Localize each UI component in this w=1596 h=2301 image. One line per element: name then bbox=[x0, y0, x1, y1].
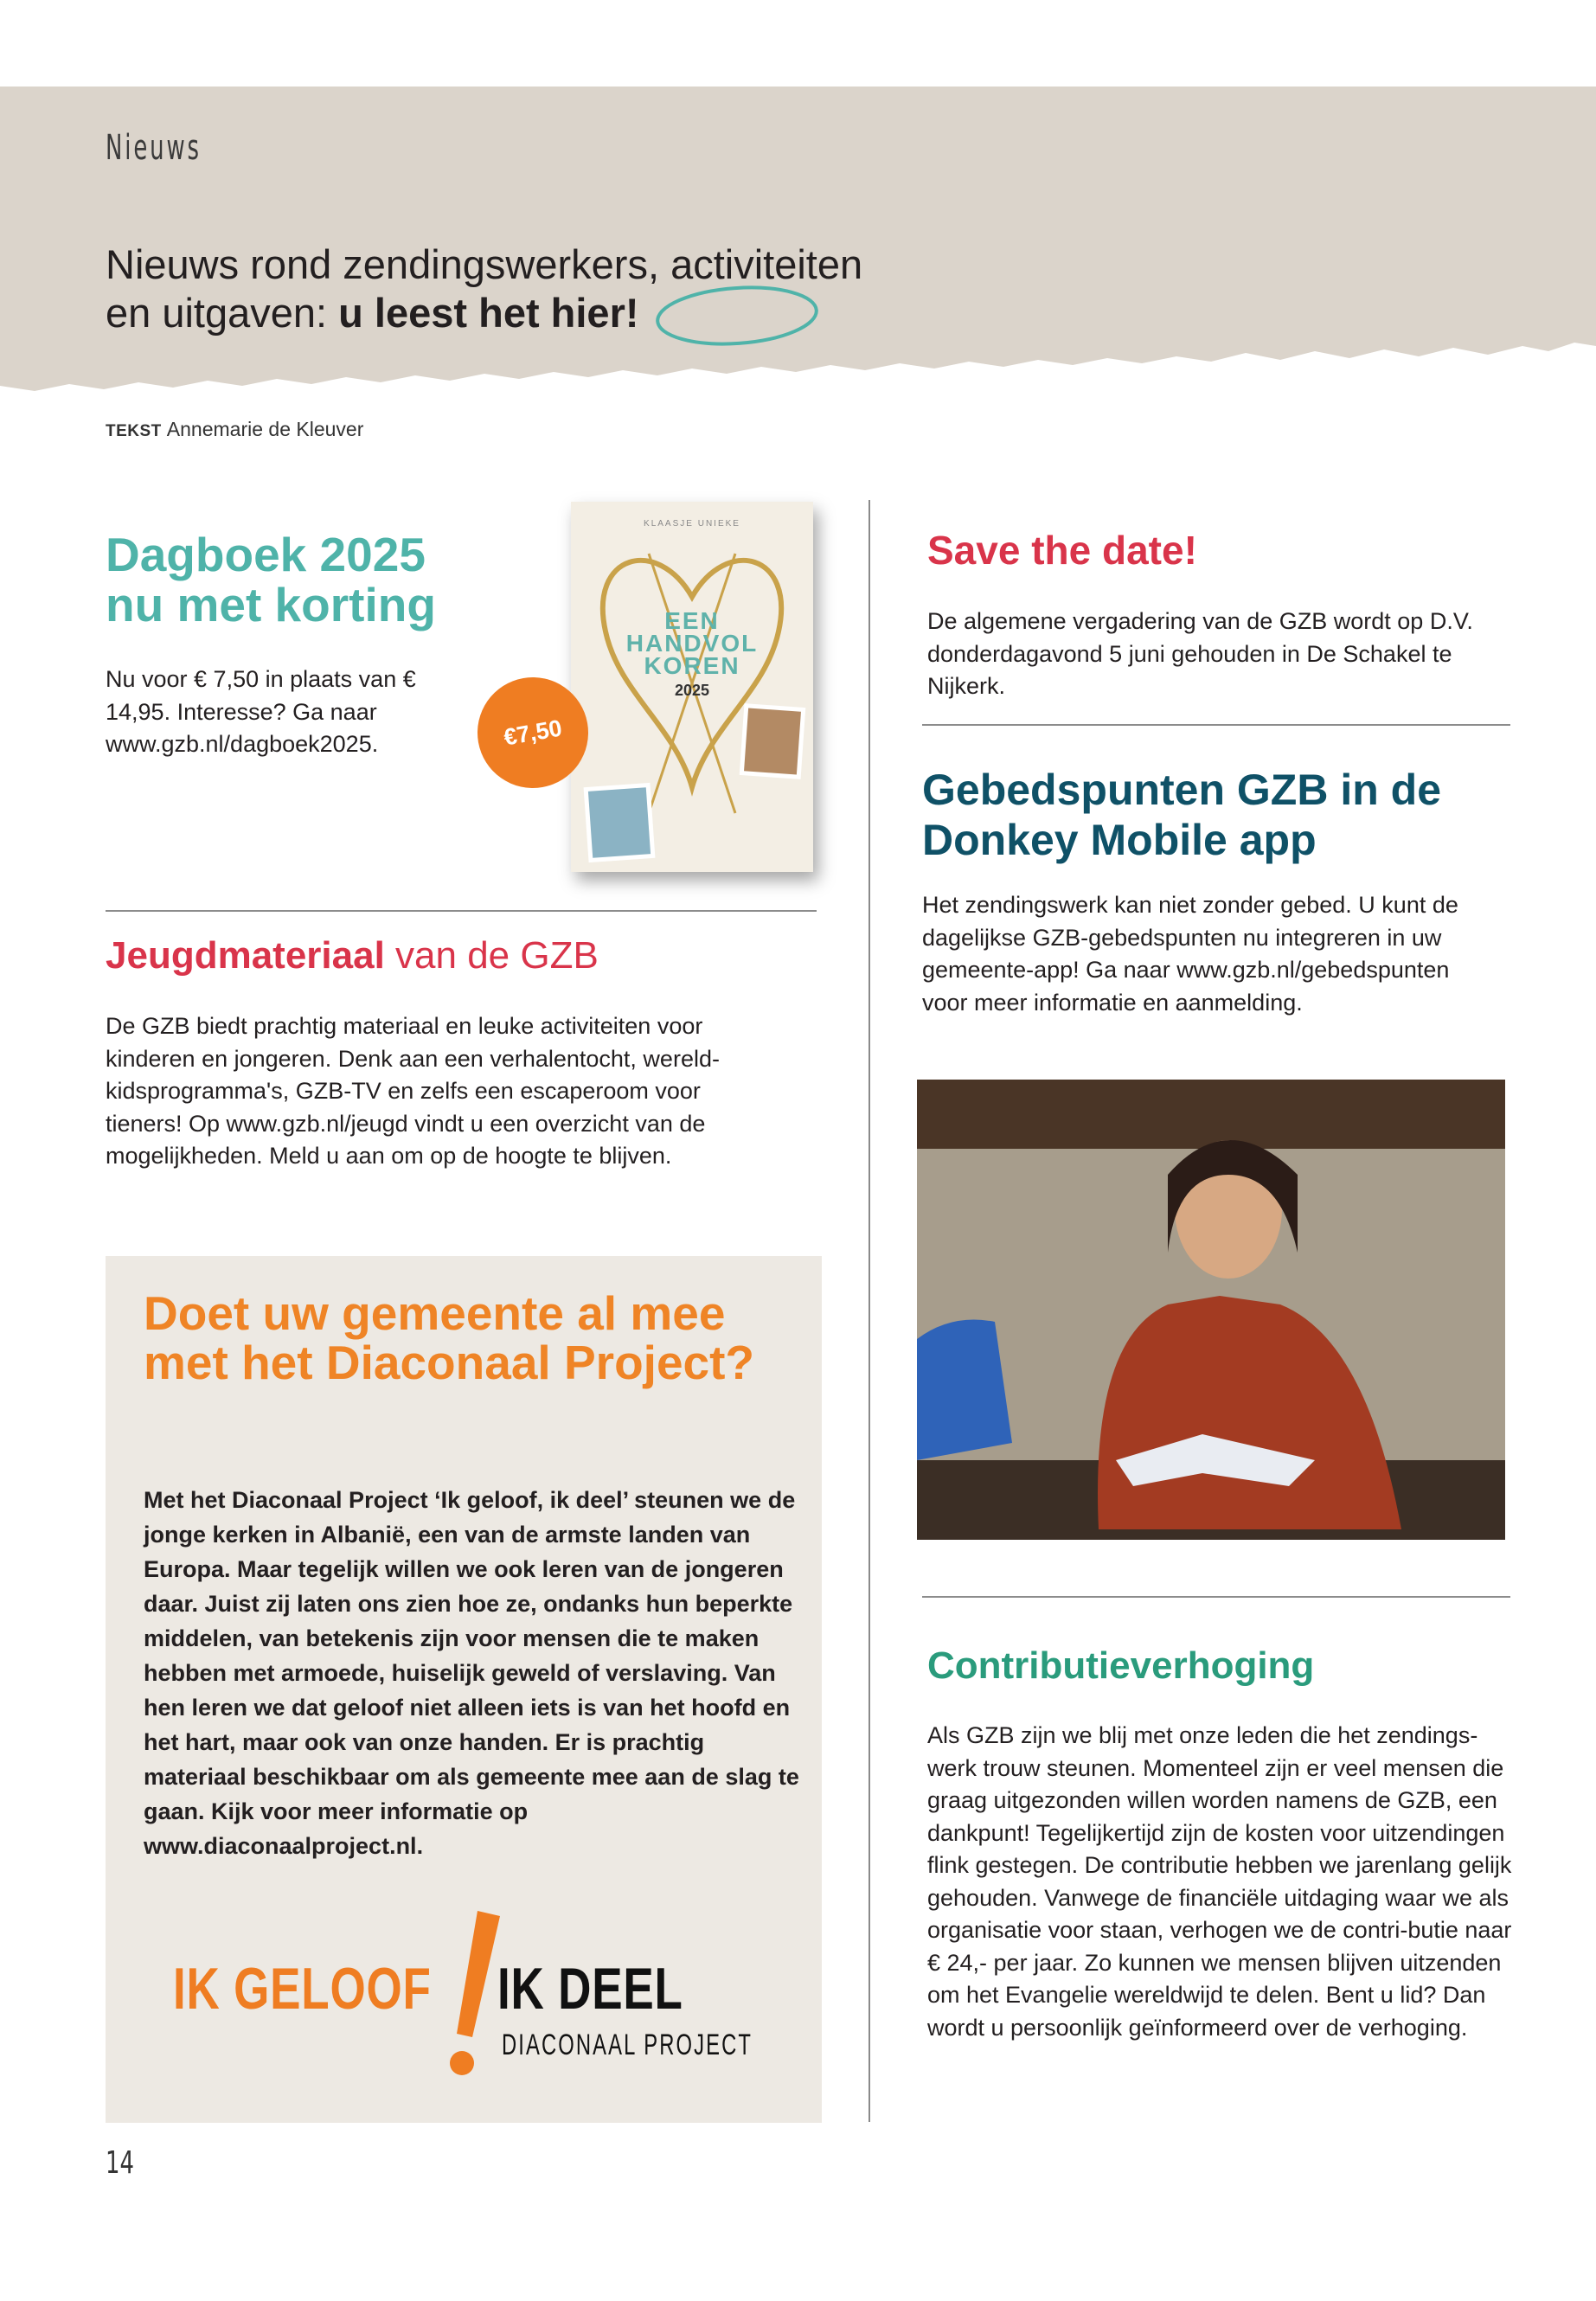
book-title-line-2: HANDVOL bbox=[625, 630, 759, 657]
gebedspunten-title: Gebedspunten GZB in de Donkey Mobile app bbox=[922, 766, 1442, 864]
jeugd-title bbox=[106, 934, 599, 977]
jeugd-title-light: van de GZB bbox=[384, 934, 599, 977]
book-title bbox=[571, 607, 813, 679]
dagboek-text: Nu voor € 7,50 in plaats van € 14,95. Interesse? Ga naar www.gzb.nl/dagboek2025. bbox=[106, 666, 416, 757]
book-title-line-3: KOREN bbox=[644, 652, 740, 679]
dagboek-title bbox=[106, 529, 555, 630]
page-number: 14 bbox=[106, 2145, 134, 2181]
contributie-title: Contributieverhoging bbox=[927, 1644, 1315, 1687]
contributie-text: Als GZB zijn we blij met onze leden die het zendings-werk trouw steunen. Momenteel zijn er veel mensen die graag uitgezonden willen worden namens de GZB, een dankpunt! Tegelijkertijd zijn de kosten voor uitzendingen flink gestegen. De contributie hebben we jarenlang gelijk gehouden. Vanwege de financiële uitdaging waar we als organisatie voor staan, verhogen we de contri-butie naar € 24,- per jaar. Zo kunnen we mensen blijven uitzenden om het Evangelie wereldwijd te delen. Bent u lid? Dan wordt u persoonlijk geïnformeerd over de verhoging. bbox=[927, 1722, 1512, 2041]
jeugd-title-bold: Jeugdmateriaal bbox=[106, 934, 385, 977]
highlight-ring-icon bbox=[651, 281, 824, 350]
save-the-date-text: De algemene vergadering van de GZB wordt op D.V. donderdagavond 5 juni gehouden in De Schakel te Nijkerk. bbox=[927, 608, 1473, 699]
diaconaal-title: Doet uw gemeente al mee met het Diaconaal Project? bbox=[144, 1286, 755, 1389]
column-divider bbox=[869, 500, 870, 2122]
dagboek-title-line-2: nu met korting bbox=[106, 578, 436, 631]
price-badge: €7,50 bbox=[469, 669, 597, 797]
section-label: Nieuws bbox=[106, 128, 202, 168]
dagboek-title-line-1: Dagboek 2025 bbox=[106, 528, 426, 581]
save-the-date-title: Save the date! bbox=[927, 528, 1197, 573]
divider-right-2 bbox=[922, 1596, 1510, 1598]
logo-sub: DIACONAAL PROJECT bbox=[502, 2029, 753, 2061]
book-author: KLAASJE UNIEKE bbox=[644, 519, 740, 529]
exclamation-mark-icon bbox=[443, 1907, 503, 2080]
jeugd-text: De GZB biedt prachtig materiaal en leuke activiteiten voor kinderen en jongeren. Denk aan een verhalentocht, wereld-kidsprogramma's, GZB-TV en zelfs een escaperoom voor tieners! Op www.gzb.nl/jeugd vindt u een overzicht van de mogelijkheden. Meld u aan om op de hoogte te blijven. bbox=[106, 1013, 720, 1169]
logo-left: IK GELOOF bbox=[173, 1956, 432, 2022]
book-title-line-1: EEN bbox=[664, 607, 720, 634]
book-cover bbox=[571, 502, 813, 872]
divider-right-1 bbox=[922, 724, 1510, 726]
intro-plain: en uitgaven: bbox=[106, 290, 339, 336]
divider-left bbox=[106, 910, 817, 912]
diaconaal-text: Met het Diaconaal Project ‘Ik geloof, ik deel’ steunen we de jonge kerken in Albanië, een van de armste landen van Europa. Maar tegelijk willen we ook leren van de jongeren daar. Juist zij laten ons zien hoe ze, ondanks hun beperkte middelen, van betekenis zijn voor mensen die te maken hebben met armoede, huiselijk geweld of verslaving. Van hen leren we dat geloof niet alleen iets is van het hoofd en het hart, maar ook van onze handen. Er is prachtig materiaal beschikbaar om als gemeente mee aan de slag te gaan. Kijk voor meer informatie op www.diaconaalproject.nl. bbox=[144, 1487, 799, 1859]
logo-right: IK DEEL bbox=[497, 1956, 683, 2022]
byline-name: Annemarie de Kleuver bbox=[166, 418, 364, 440]
diaconaal-logo bbox=[173, 1907, 753, 2080]
byline bbox=[106, 418, 363, 441]
intro-line-1: Nieuws rond zendingswerkers, activiteiten bbox=[106, 241, 863, 287]
intro-bold: u leest het hier! bbox=[338, 290, 639, 336]
gebedspunten-text: Het zendingswerk kan niet zonder gebed. U kunt de dagelijkse GZB-gebedspunten nu integreren in uw gemeente-app! Ga naar www.gzb.nl/gebedspunten voor meer informatie en aanmelding. bbox=[922, 892, 1458, 1016]
praying-woman-photo bbox=[917, 1080, 1505, 1540]
book-year: 2025 bbox=[674, 682, 710, 699]
byline-key: TEKST bbox=[106, 422, 162, 440]
